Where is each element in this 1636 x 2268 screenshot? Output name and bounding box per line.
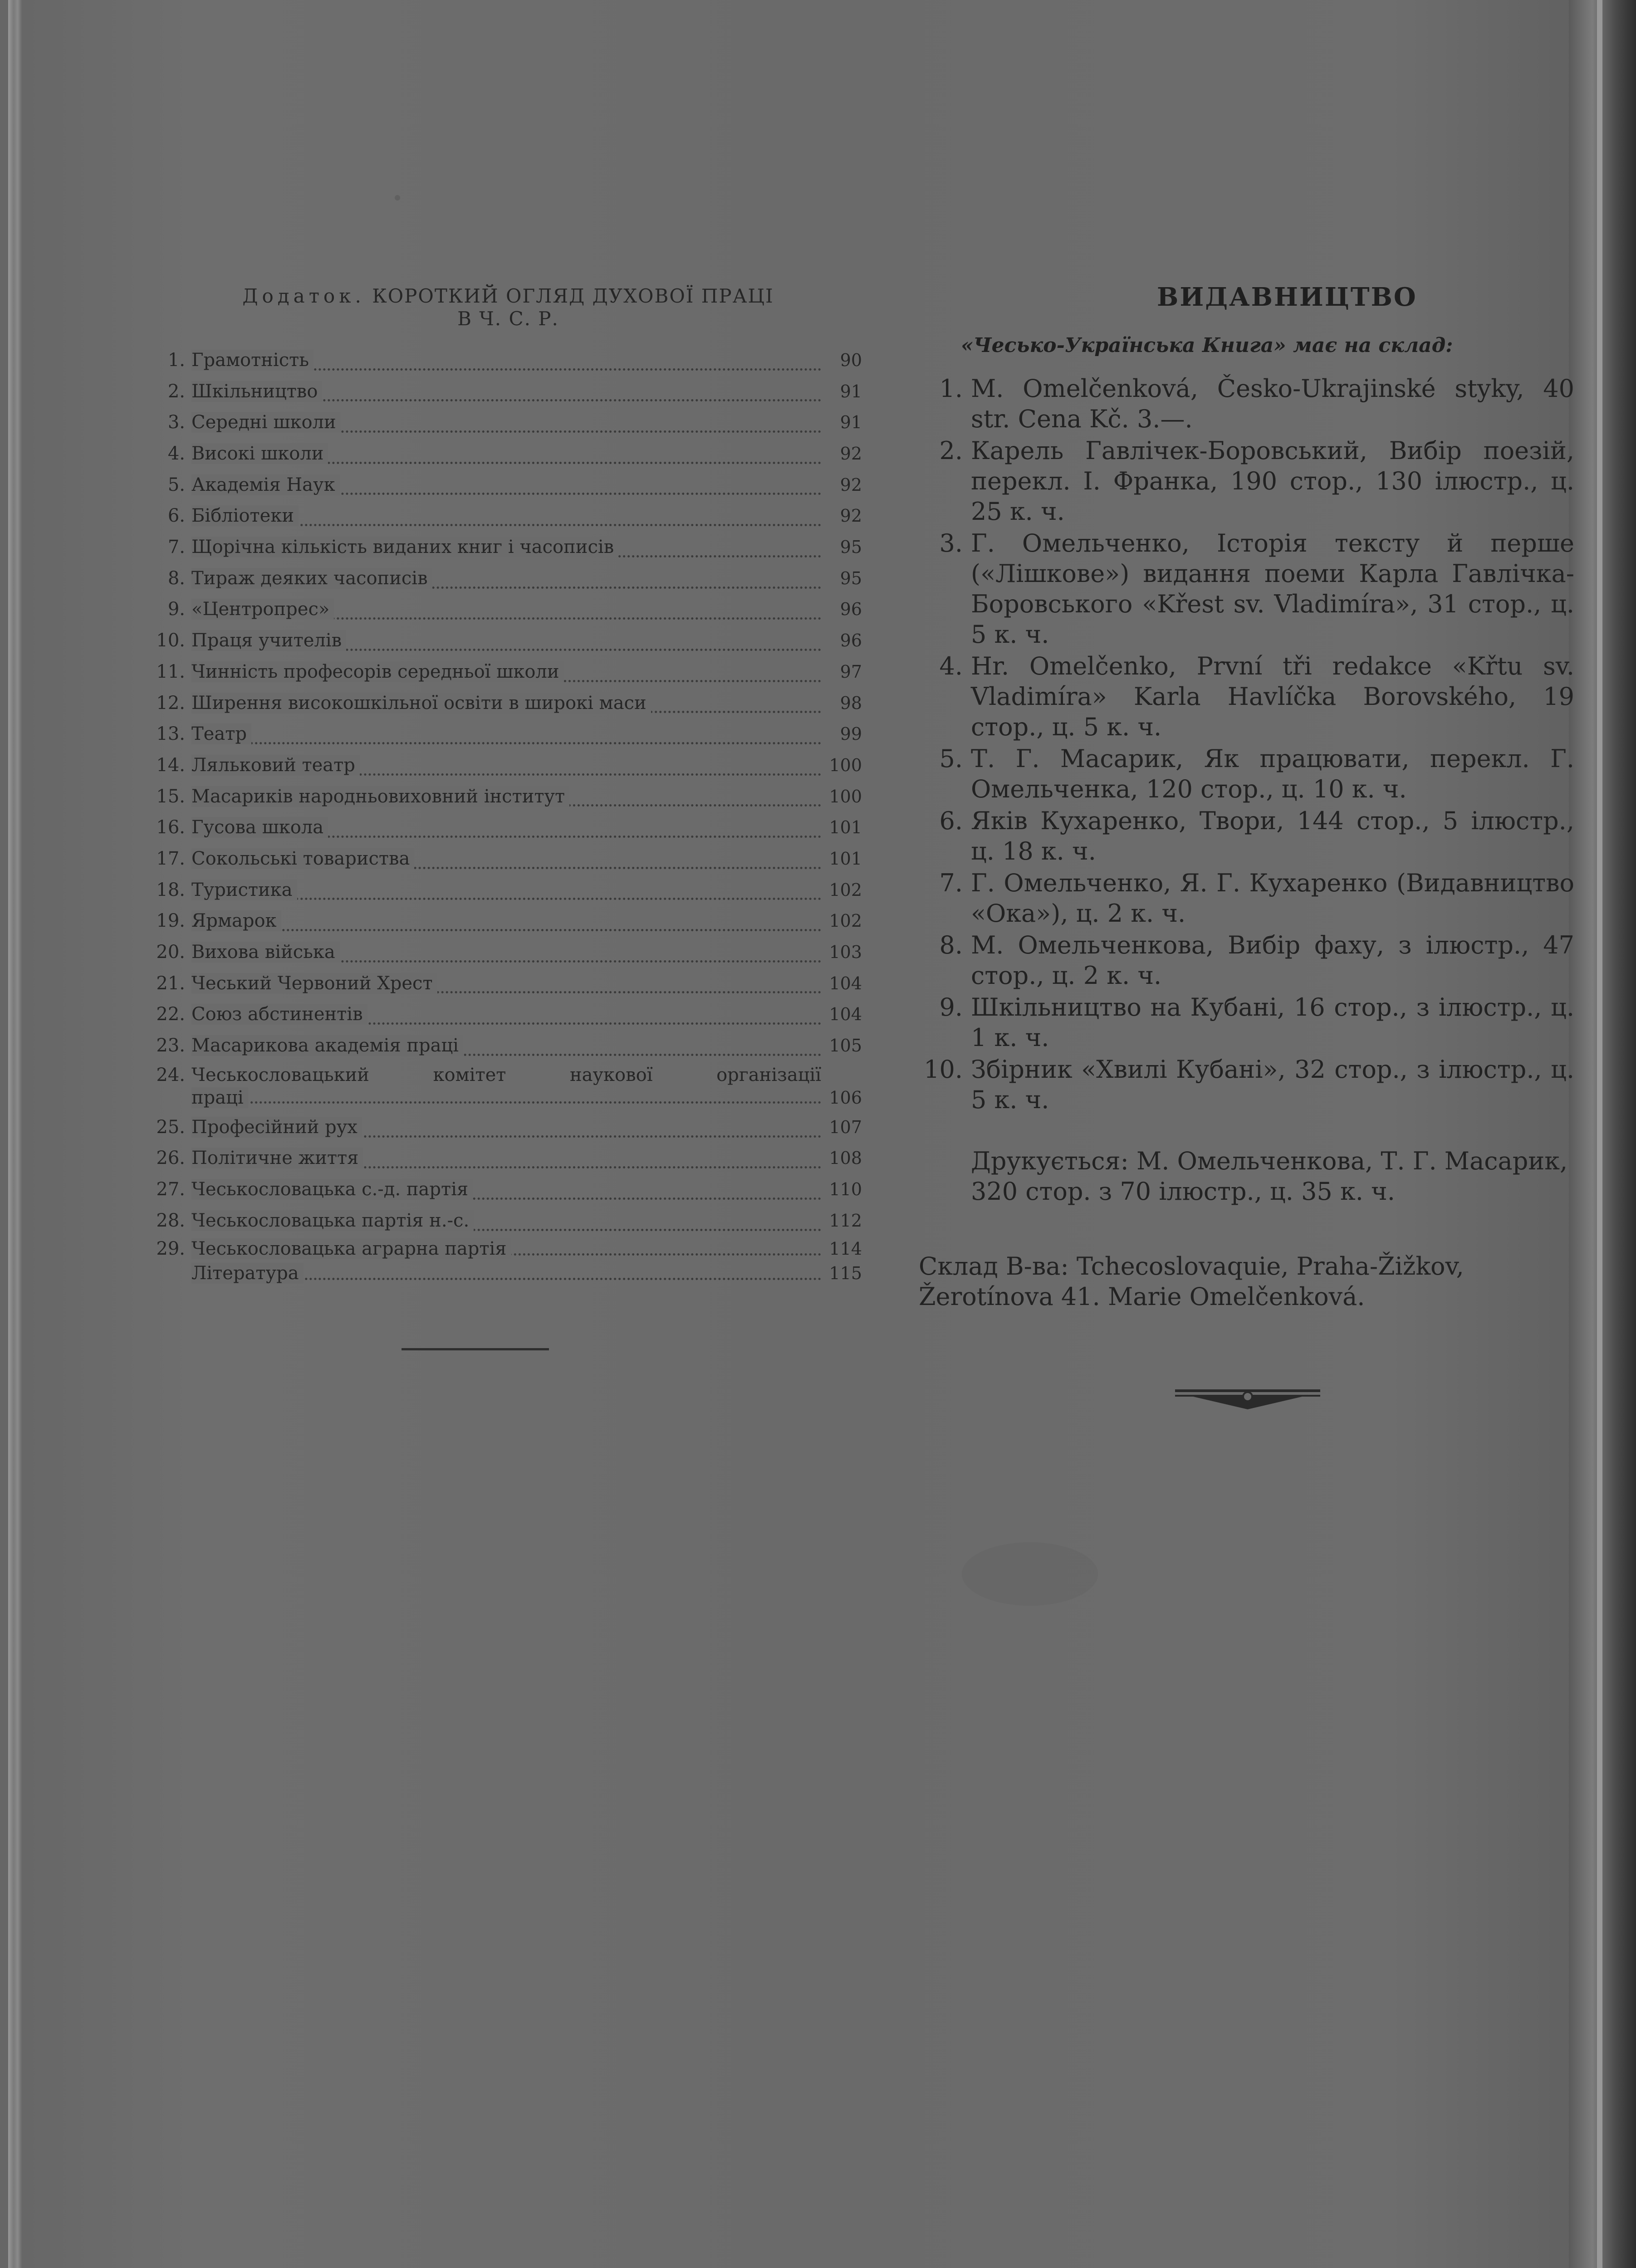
book-item: 1. M. Omelčenková, Česko-Ukrajinské styky, 40 str. Cena Kč. 3.—. [939, 374, 1574, 433]
heading-prefix: Додаток. [242, 285, 365, 307]
toc-row: 5. Академія Наук 92 [167, 474, 862, 495]
book-item: 9. Шкільництво на Кубані, 16 стор., з ілюстр., ц. 1 к. ч. [939, 993, 1574, 1052]
publisher-title: ВИДАВНИЦТВО [1157, 282, 1417, 312]
toc-row: 13. Театр 99 [156, 723, 862, 745]
store-address: Склад В-ва: Tchecoslovaquie, Praha-Žižkov, Žerotínova 41. Marie Omelčenková. [919, 1252, 1464, 1311]
toc-row-literature: Література 115 [191, 1262, 862, 1284]
binding-strip [1597, 0, 1602, 2268]
contents-list [154, 345, 862, 1286]
book-item: 5. Т. Г. Масарик, Як працювати, перекл. Г. Омельченка, 120 стор., ц. 10 к. ч. [939, 744, 1574, 803]
heading-line2: В Ч. С. Р. [457, 308, 559, 330]
toc-row: 8. Тираж деяких часописів 95 [167, 567, 862, 589]
toc-row: 19. Ярмарок 102 [156, 910, 862, 932]
toc-row: 17. Сокольські товариства 101 [156, 848, 862, 869]
scan-speck [395, 195, 400, 200]
toc-row: 1. Грамотність 90 [167, 349, 862, 371]
toc-row: 7. Щорічна кількість виданих книг і часописів 95 [167, 537, 862, 558]
toc-row: 18. Туристика 102 [156, 879, 862, 900]
toc-row: 11. Чинність професорів середньої школи 97 [156, 661, 862, 682]
book-list [919, 373, 1574, 1115]
toc-row: 10. Праця учителів 96 [156, 630, 862, 651]
book-item: 3. Г. Омельченко, Історія тексту й перше («Лішкове») видання поеми Карла Гавлічка-Боровського «Křest sv. Vladimíra», 31 стор., ц. 5 к. ч. [939, 529, 1574, 649]
ornament-divider-icon [1175, 1386, 1320, 1413]
section-divider [402, 1348, 549, 1350]
toc-row: 27. Чеськословацька с.-д. партія 110 [156, 1179, 862, 1200]
scan-smudge [962, 1542, 1098, 1606]
book-item: 10. Збірник «Хвилі Кубані», 32 стор., з ілюстр., ц. 5 к. ч. [924, 1055, 1574, 1114]
heading-main: КОРОТКИЙ ОГЛЯД ДУХОВОЇ ПРАЦІ [372, 285, 774, 307]
toc-row: 24. Чеськословацький комітет наукової організації праці 106 [156, 1064, 862, 1108]
contents-heading [154, 285, 862, 330]
toc-row: 20. Вихова війська 103 [156, 942, 862, 963]
toc-row: 3. Середні школи 91 [167, 412, 862, 433]
toc-row: 9. «Центропрес» 96 [167, 599, 862, 620]
book-item: 7. Г. Омельченко, Я. Г. Кухаренко (Видавництво «Ока»), ц. 2 к. ч. [939, 869, 1574, 928]
toc-row: 4. Високі школи 92 [167, 443, 862, 464]
book-item: 4. Hr. Omelčenko, První tři redakce «Křtu sv. Vladimíra» Karla Havlíčka Borovského, 19 стор., ц. 5 к. ч. [939, 652, 1574, 741]
publisher-notice [919, 281, 1574, 1312]
toc-row: 2. Шкільництво 91 [167, 381, 862, 402]
page-right-edge [1569, 0, 1636, 2268]
toc-row: 12. Ширення високошкільної освіти в широкі маси 98 [156, 692, 862, 714]
toc-row: 16. Гусова школа 101 [156, 817, 862, 838]
book-item: 8. М. Омельченкова, Вибір фаху, з ілюстр., 47 стор., ц. 2 к. ч. [939, 931, 1574, 990]
toc-row: 25. Професійний рух 107 [156, 1116, 862, 1138]
page-left-edge [8, 0, 22, 2268]
printing-note: Друкується: М. Омельченкова, Т. Г. Масарик, 320 стор. з 70 ілюстр., ц. 35 к. ч. [971, 1147, 1568, 1206]
toc-row: 29. Чеськословацька аграрна партія 114 [156, 1238, 862, 1259]
toc-row: 28. Чеськословацька партія н.-с. 112 [156, 1210, 862, 1231]
publisher-subtitle: «Чесько-Українська Книга» має на склад: [961, 334, 1453, 357]
toc-row: 23. Масарикова академія праці 105 [156, 1035, 862, 1056]
toc-row: 26. Політичне життя 108 [156, 1148, 862, 1169]
toc-row: 21. Чеський Червоний Хрест 104 [156, 973, 862, 994]
book-item: 2. Карель Гавлічек-Боровський, Вибір поезій, перекл. І. Франка, 190 стор., 130 ілюстр., ц. 25 к. ч. [939, 436, 1574, 526]
appendix-contents [154, 285, 862, 1286]
toc-row: 6. Бібліотеки 92 [167, 505, 862, 527]
toc-row: 15. Масариків народньовиховний інститут 100 [156, 786, 862, 807]
toc-row: 22. Союз абстинентів 104 [156, 1004, 862, 1025]
toc-row: 14. Ляльковий театр 100 [156, 754, 862, 776]
book-item: 6. Яків Кухаренко, Твори, 144 стор., 5 ілюстр., ц. 18 к. ч. [939, 807, 1574, 865]
